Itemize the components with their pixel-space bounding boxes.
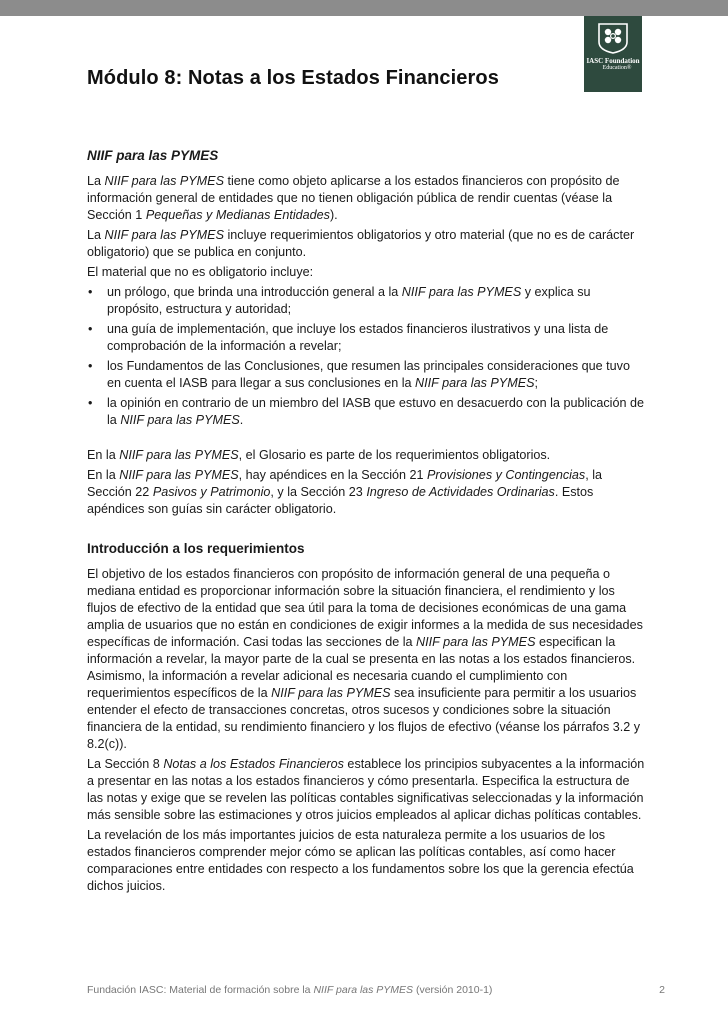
paragraph: En la NIIF para las PYMES, hay apéndices en la Sección 21 Provisiones y Contingencias, la Sección 22 Pasivos y Patrimonio, y la Sección 23 Ingreso de Actividades Ordinarias. Estos apéndices son guías sin carácter obligatorio. [87,468,603,516]
bullet-icon: • [88,285,93,299]
foundation-emblem-icon [595,22,631,54]
paragraph: El material que no es obligatorio incluye: [87,265,314,279]
list-item [87,395,645,429]
bullet-icon: • [88,359,93,373]
paragraph: La revelación de los más importantes juicios de esta naturaleza permite a los usuarios de los estados financieros comprender mejor cómo se aplican las políticas contables, así como hacer comparaciones entre entidades con respecto a los fundamentos sobre los que la gerencia efectúa dichos juicios. [87,828,634,893]
logo-line-1: IASC Foundation [586,57,640,65]
list-item-text: un prólogo, que brinda una introducción general a la NIIF para las PYMES y explica su propósito, estructura y autoridad; [107,285,591,316]
list-item [87,321,645,355]
paragraph: En la NIIF para las PYMES, el Glosario es parte de los requerimientos obligatorios. [87,448,551,462]
bullet-icon: • [88,322,93,336]
header-bar [0,0,728,16]
section-heading-niif: NIIF para las PYMES [87,148,219,163]
list-item-text: una guía de implementación, que incluye los estados financieros ilustrativos y una lista de comprobación de la información a revelar; [107,322,609,353]
paragraph: La Sección 8 Notas a los Estados Financieros establece los principios subyacentes a la información a presentar en las notas a los estados financieros y cómo presentarla. Especifica la estructura de las notas y exige que se revelen las políticas contables significativas seleccionadas y la información más sensible sobre las estimaciones y otros juicios empleados al aplicar dichas políticas contables. [87,757,645,822]
iasc-foundation-logo [584,16,642,92]
list-item-text: los Fundamentos de las Conclusiones, que resumen las principales consideraciones que tuvo en cuenta el IASB para llegar a sus conclusiones en la NIIF para las PYMES; [107,359,630,390]
bullet-icon: • [88,396,93,410]
non-mandatory-material-list [87,284,645,429]
document-body [87,147,645,898]
page-title: Módulo 8: Notas a los Estados Financieros [87,67,499,89]
page-footer [87,984,665,996]
paragraph: La NIIF para las PYMES incluye requerimientos obligatorios y otro material (que no es de carácter obligatorio) que se publica en conjunto. [87,228,635,259]
section-heading-intro: Introducción a los requerimientos [87,541,305,556]
list-item-text: la opinión en contrario de un miembro del IASB que estuvo en desacuerdo con la publicación de la NIIF para las PYMES. [107,396,644,427]
logo-line-2: Education® [602,65,632,71]
paragraph: La NIIF para las PYMES tiene como objeto aplicarse a los estados financieros con propósito de información general de entidades que no tienen obligación pública de rendir cuentas (véase la Sección 1 Pequeñas y Medianas Entidades). [87,174,620,222]
list-item [87,358,645,392]
footer-text: Fundación IASC: Material de formación sobre la NIIF para las PYMES (versión 2010-1) [87,984,493,996]
page-number: 2 [659,984,665,996]
list-item [87,284,645,318]
paragraph: El objetivo de los estados financieros con propósito de información general de una pequeña o mediana entidad es proporcionar información sobre la situación financiera, el rendimiento y los flujos de efectivo de la entidad que sea útil para la toma de decisiones económicas de una gama amplia de usuarios que no están en condiciones de exigir informes a la medida de sus necesidades específicas de información. Casi todas las secciones de la NIIF para las PYMES especifican la información a revelar, la mayor parte de la cual se presenta en las notas a los estados financieros. Asimismo, la información a revelar adicional es necesaria cuando el cumplimiento con requerimientos específicos de la NIIF para las PYMES sea insuficiente para permitir a los usuarios entender el efecto de transacciones concretas, otros sucesos y condiciones sobre la situación financiera de la entidad, su rendimiento financiero y los flujos de efectivo (véanse los párrafos 3.2 y 8.2(c)). [87,567,643,751]
